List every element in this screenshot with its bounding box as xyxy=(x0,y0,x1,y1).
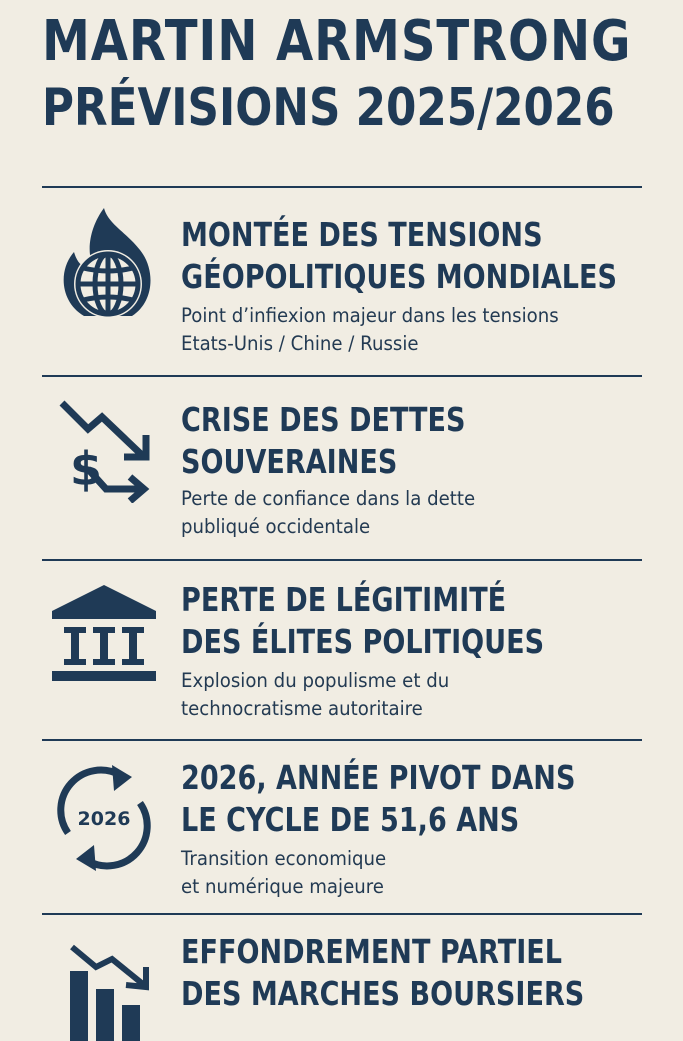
item-heading xyxy=(181,931,585,1015)
falling-bar-chart-icon xyxy=(66,941,154,1041)
item-heading-line-2: DES ÉLITES POLITIQUES xyxy=(181,622,545,661)
item-description-line-2: Etats-Unis / Chine / Russie xyxy=(181,332,419,355)
item-heading xyxy=(181,757,575,841)
item-heading-line-1: 2026, ANNÉE PIVOT DANS xyxy=(181,758,576,797)
title-line-2: PRÉVISIONS 2025/2026 xyxy=(42,78,615,138)
item-heading xyxy=(181,579,575,663)
item-description-line-2: publiqué occidentale xyxy=(181,515,371,538)
item-description-line-1: Transition economique xyxy=(181,847,387,870)
cycle-arrows-icon xyxy=(54,765,154,871)
item-description-line-1: Perte de confiance dans la dette xyxy=(181,487,476,510)
item-heading xyxy=(181,399,575,483)
government-building-icon xyxy=(52,585,156,683)
item-heading-line-2: SOUVERAINES xyxy=(181,442,398,481)
globe-fire-icon xyxy=(52,206,164,326)
item-heading-line-1: PERTE DE LÉGITIMITÉ xyxy=(181,580,507,619)
list-item-political-elites xyxy=(0,561,683,739)
item-heading-line-1: MONTÉE DES TENSIONS xyxy=(181,215,543,254)
item-description xyxy=(181,667,618,723)
item-description-line-2: et numérique majeure xyxy=(181,875,384,898)
item-description xyxy=(181,302,618,358)
title-line-1: MARTIN ARMSTRONG xyxy=(42,9,632,74)
item-heading-line-2: DES MARCHES BOURSIERS xyxy=(181,974,585,1013)
list-item-sovereign-debt xyxy=(0,377,683,560)
item-heading-line-1: CRISE DES DETTES xyxy=(181,400,466,439)
list-item-stock-market-collapse xyxy=(0,915,683,1024)
list-item-geopolitical-tensions xyxy=(0,188,683,376)
item-heading xyxy=(181,214,618,298)
list-item-2026-pivot xyxy=(0,741,683,913)
item-description-line-1: Explosion du populisme et du xyxy=(181,669,450,692)
item-description xyxy=(181,845,618,901)
item-heading-line-2: LE CYCLE DE 51,6 ANS xyxy=(181,800,520,839)
cycle-year-label: 2026 xyxy=(77,808,131,830)
svg-text:$: $ xyxy=(69,442,103,496)
item-description-line-1: Point d’infiexion majeur dans les tensions xyxy=(181,304,559,327)
item-description xyxy=(181,485,618,541)
item-heading-line-1: EFFONDREMENT PARTIEL xyxy=(181,932,563,971)
dollar-down-arrows-icon xyxy=(58,399,154,503)
item-description-line-2: technocratisme autoritaire xyxy=(181,697,423,720)
page-title xyxy=(42,9,672,138)
item-heading-line-2: GÉOPOLITIQUES MONDIALES xyxy=(181,257,618,296)
